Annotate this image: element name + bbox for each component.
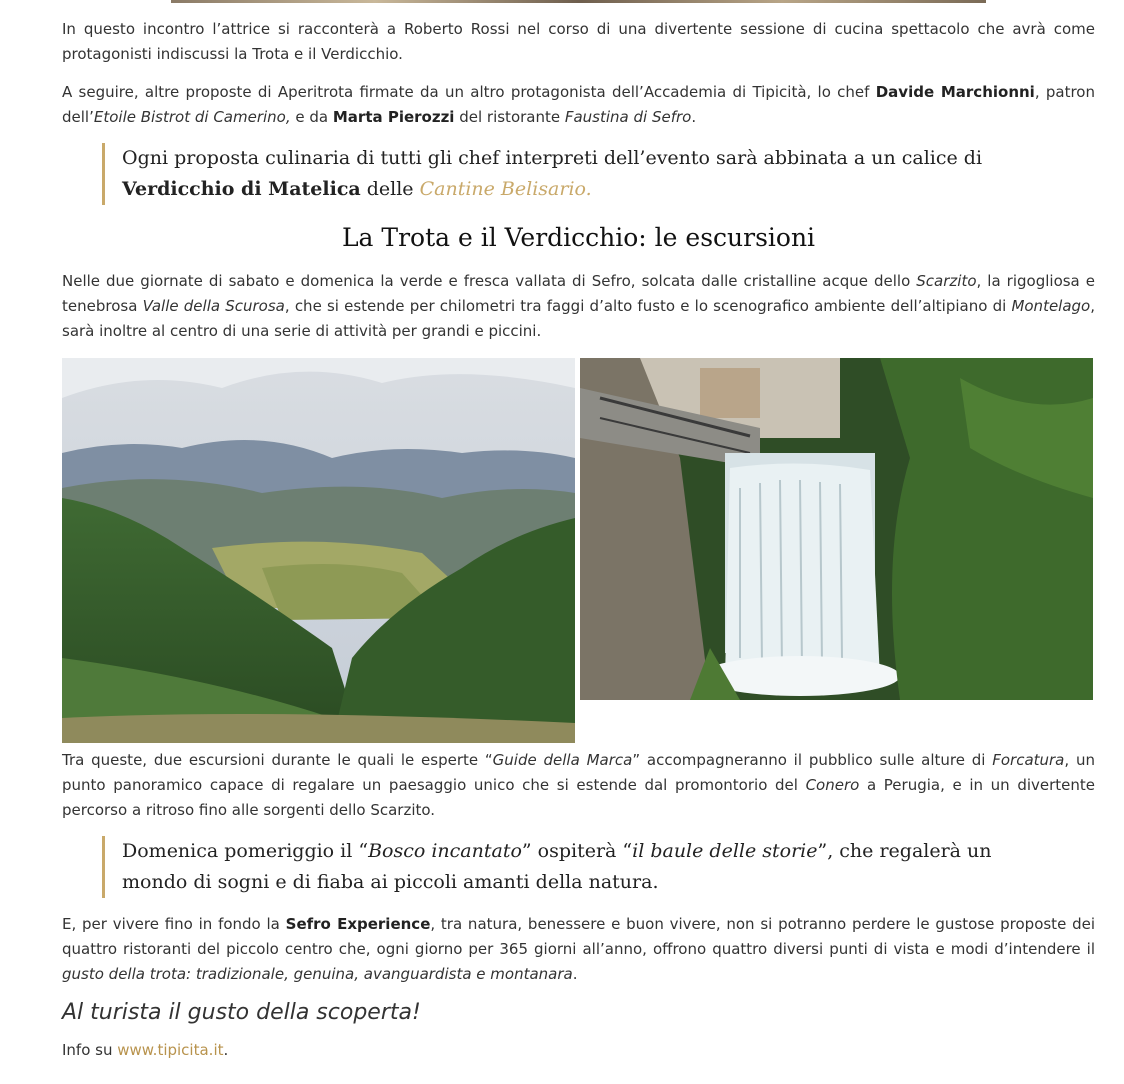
paragraph-intro: In questo incontro l’attrice si racconterà a Roberto Rossi nel corso di una divertente sessione di cucina spettacolo che avrà come protagonisti indiscussi la Trota e il Verdicchio. xyxy=(62,20,1095,63)
blockquote-children: Domenica pomeriggio il “Bosco incantato” ospiterà “il baule delle storie”, che regalerà un mondo di sogni e di fiaba ai piccoli amanti della natura. xyxy=(102,836,1095,898)
paragraph-aperitrota: A seguire, altre proposte di Aperitrota firmate da un altro protagonista dell’Accademia di Tipicità, lo chef Davide Marchionni, patron dell’Etoile Bistrot di Camerino, e da Marta Pierozzi del ristorante Faustina di Sefro. xyxy=(62,83,1095,126)
section-heading: La Trota e il Verdicchio: le escursioni xyxy=(341,223,816,252)
experience-name: Sefro Experience xyxy=(285,915,431,933)
paragraph-excursions: Tra queste, due escursioni durante le quali le esperte “Guide della Marca” accompagneranno il pubblico sulle alture di Forcatura, un punto panoramico capace di regalare un paesaggio unico che si estende dal promontorio del Conero a Perugia, e in un divertente percorso a ritroso fino alle sorgenti dello Scarzito. xyxy=(62,751,1096,819)
article-body xyxy=(62,17,1095,1076)
winery-link[interactable]: Cantine Belisario. xyxy=(419,178,592,200)
tipicita-link[interactable]: www.tipicita.it xyxy=(117,1041,224,1059)
blockquote-wine: Ogni proposta culinaria di tutti gli chef interpreti dell’evento sarà abbinata a un calice di Verdicchio di Matelica delle Cantine Belisario. xyxy=(102,143,1095,205)
top-image-edge xyxy=(171,0,986,3)
info-line: Info su www.tipicita.it. xyxy=(62,1041,229,1059)
valley-photo[interactable] xyxy=(62,358,575,743)
paragraph-experience: E, per vivere fino in fondo la Sefro Experience, tra natura, benessere e buon vivere, non si potranno perdere le gustose proposte dei quattro ristoranti del piccolo centro che, ogni giorno per 365 giorni all’anno, offrono quattro diversi punti di vista e modi d’intendere il gusto della trota: tradizionale, genuina, avanguardista e montanara. xyxy=(62,915,1095,983)
waterfall-photo[interactable] xyxy=(580,358,1093,700)
chef-name-pierozzi: Marta Pierozzi xyxy=(332,108,455,126)
wine-name: Verdicchio di Matelica xyxy=(122,178,361,200)
closing-tagline: Al turista il gusto della scoperta! xyxy=(62,1000,421,1025)
photo-gallery xyxy=(62,358,1095,743)
chef-name-marchionni: Davide Marchionni xyxy=(875,83,1035,101)
paragraph-valley: Nelle due giornate di sabato e domenica la verde e fresca vallata di Sefro, solcata dalle cristalline acque dello Scarzito, la rigogliosa e tenebrosa Valle della Scurosa, che si estende per chilometri tra faggi d’alto fusto e lo scenografico ambiente dell’altipiano di Montelago, sarà inoltre al centro di una serie di attività per grandi e piccini. xyxy=(62,272,1096,340)
